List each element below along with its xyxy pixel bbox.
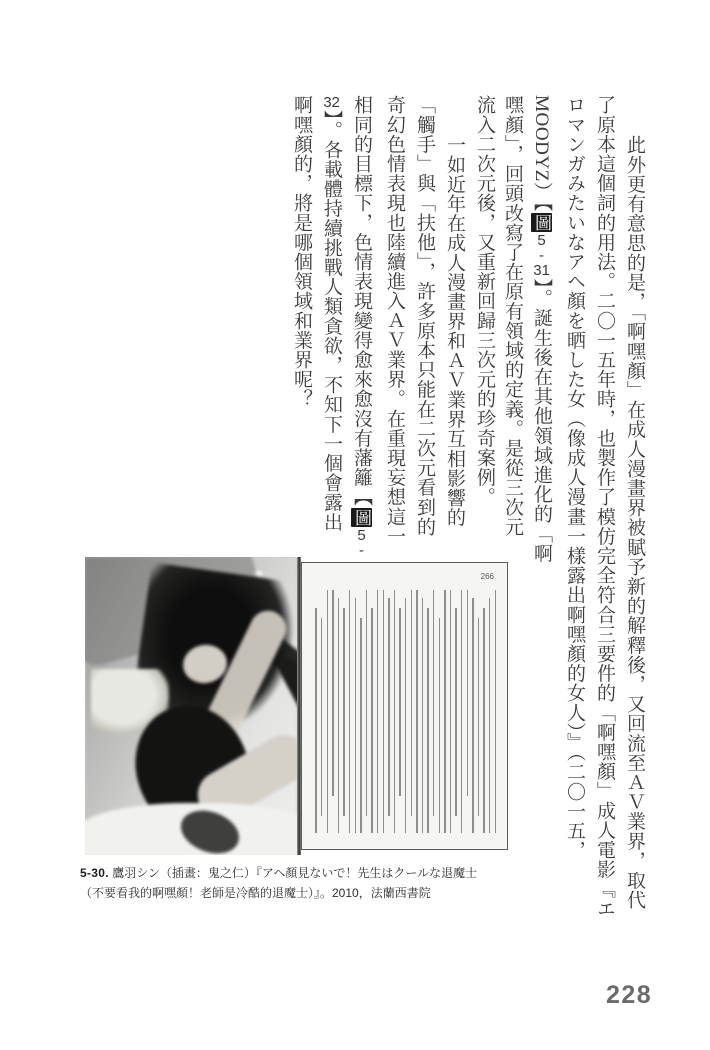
simulated-text-line <box>394 590 396 833</box>
simulated-text-line <box>371 608 373 833</box>
simulated-text-line <box>427 608 429 833</box>
figure-caption-text-1: 鷹羽シン（插畫：鬼之仁）『アヘ顏見ないで！先生はクールな退魔士 <box>112 866 478 880</box>
figure-inner-page <box>301 562 508 850</box>
simulated-text-line <box>321 618 323 816</box>
simulated-text-line <box>467 590 469 796</box>
simulated-text-line <box>349 590 351 833</box>
simulated-text-line <box>483 608 485 833</box>
simulated-text-line <box>377 590 379 833</box>
art-shape <box>255 571 263 576</box>
simulated-text-line <box>366 590 368 816</box>
simulated-text-line <box>450 590 452 833</box>
simulated-text-line <box>439 618 441 833</box>
simulated-text-block <box>316 590 496 838</box>
text-column-1: 此外更有意思的是，「啊嘿顏」在成人漫畫界被賦予新的解釋後，又回流至ＡＶ業界，取代 <box>624 135 645 910</box>
simulated-text-line <box>433 590 435 816</box>
simulated-text-line <box>478 618 480 816</box>
simulated-text-line <box>360 618 362 833</box>
text-column-5: 嘿顏」，回頭改寫了在原有領域的定義。是從三次元 <box>502 95 523 537</box>
text-column-3: ロマンガみたいなアヘ顏を晒した女（像成人漫畫一樣露出啊嘿顏的女人）』（二〇一五， <box>564 95 585 860</box>
simulated-text-line <box>489 598 491 833</box>
figure-caption-text-2: （不要看我的啊嘿顏！老師是冷酷的退魔士）』。2010，法蘭西書院 <box>80 886 431 900</box>
figure-caption-line-1 <box>80 863 510 883</box>
inner-page-number: 266 <box>480 572 494 581</box>
text-column-6: 流入二次元後，又重新回歸三次元的珍奇案例。 <box>474 95 495 507</box>
simulated-text-line <box>416 590 418 833</box>
figure-illustration <box>85 557 297 855</box>
text-column-2: 了原本這個詞的用法。二〇一五年時，也製作了模仿完全符合三要件的「啊嘿顏」成人電影『エ <box>594 95 615 919</box>
simulated-text-line <box>399 608 401 796</box>
text-column-12: 啊嘿顏的，將是哪個領域和業界呢？ <box>291 95 312 409</box>
simulated-text-line <box>461 590 463 833</box>
simulated-text-line <box>422 598 424 833</box>
simulated-text-line <box>315 608 317 833</box>
figure-photo <box>85 557 509 855</box>
text-column-11: 32】。各載體持續挑戰人類貪欲，不知下一個會露出 <box>321 95 342 532</box>
simulated-text-line <box>338 598 340 833</box>
simulated-text-line <box>472 598 474 833</box>
text-column-7: 一如近年在成人漫畫界和ＡＶ業界互相影響的 <box>444 135 465 527</box>
text-column-10: 相同的目標下，色情表現變得愈來愈沒有藩籬【圖5- <box>351 95 372 559</box>
simulated-text-line <box>383 590 385 833</box>
simulated-text-line <box>355 598 357 833</box>
page-number: 228 <box>606 981 653 1009</box>
simulated-text-line <box>405 598 407 833</box>
simulated-text-line <box>343 608 345 816</box>
text-column-9: 奇幻色情表現也陸續進入ＡＶ業界。在重現妄想這一 <box>384 95 405 546</box>
simulated-text-line <box>327 590 329 833</box>
figure-caption-number: 5-30. <box>80 866 109 880</box>
text-column-8: 「觸手」與「扶他」，許多原本只能在二次元看到的 <box>414 95 435 537</box>
figure-caption <box>80 863 510 903</box>
simulated-text-line <box>495 590 497 833</box>
simulated-text-line <box>388 598 390 816</box>
simulated-text-line <box>444 590 446 833</box>
simulated-text-line <box>455 608 457 816</box>
text-column-4: MOODYZ）【圖5-31】。誕生後在其他領域進化的「啊 <box>531 95 552 563</box>
simulated-text-line <box>332 590 334 796</box>
art-shapes <box>85 557 297 855</box>
simulated-text-line <box>411 590 413 816</box>
